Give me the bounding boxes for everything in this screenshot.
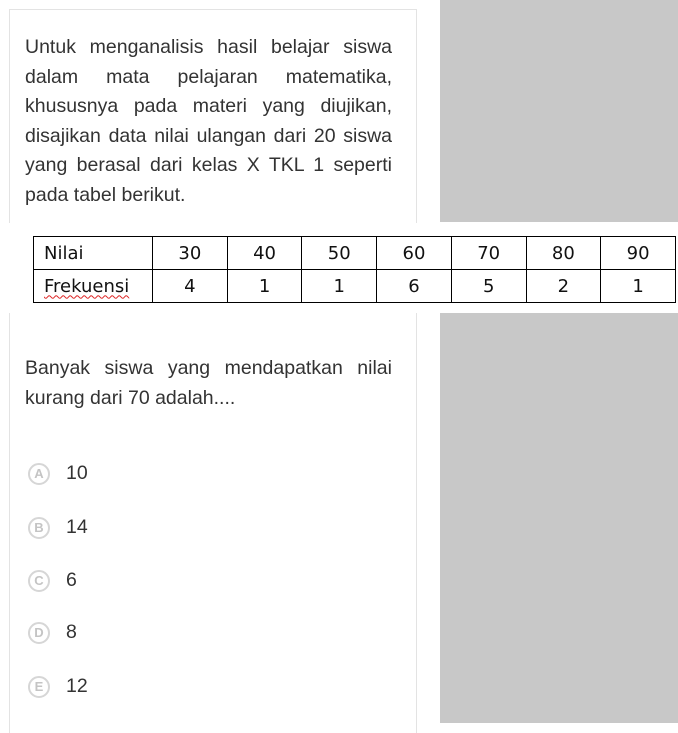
option-letter-badge: C xyxy=(28,570,50,592)
option-label: 8 xyxy=(66,621,77,643)
table-cell-score: 30 xyxy=(153,237,228,270)
option-c[interactable] xyxy=(28,569,77,592)
option-label: 10 xyxy=(66,462,88,484)
question-prompt: Banyak siswa yang mendapatkan nilai kurang dari 70 adalah.... xyxy=(25,357,392,409)
side-panel-bottom xyxy=(440,313,678,723)
table-cell-score: 80 xyxy=(526,237,601,270)
question-intro: Untuk menganalisis hasil belajar siswa dalam mata pelajaran matematika, khususnya pada materi yang diujikan, disajikan data nilai ulangan dari 20 siswa yang berasal dari kelas X TKL 1 seperti pada tabel berikut. xyxy=(25,36,392,206)
table-cell-score: 90 xyxy=(601,237,676,270)
option-e[interactable] xyxy=(28,675,88,698)
table-header-frekuensi xyxy=(34,270,153,303)
table-cell-score: 40 xyxy=(227,237,302,270)
table-cell-frequency: 1 xyxy=(227,270,302,303)
option-letter-badge: E xyxy=(28,676,50,698)
table-cell-score: 70 xyxy=(451,237,526,270)
option-letter-badge: A xyxy=(28,463,50,485)
table-header-nilai: Nilai xyxy=(34,237,153,270)
table-cell-frequency: 6 xyxy=(377,270,452,303)
option-d[interactable] xyxy=(28,621,77,644)
option-letter-badge: D xyxy=(28,622,50,644)
frekuensi-label: Frekuensi xyxy=(44,275,130,297)
side-panel-top xyxy=(440,0,678,222)
option-b[interactable] xyxy=(28,516,88,539)
option-letter-badge: B xyxy=(28,517,50,539)
table-cell-frequency: 4 xyxy=(153,270,228,303)
table-cell-score: 50 xyxy=(302,237,377,270)
table-cell-score: 60 xyxy=(377,237,452,270)
table-cell-frequency: 1 xyxy=(601,270,676,303)
option-label: 6 xyxy=(66,569,77,591)
score-frequency-table xyxy=(33,236,676,303)
option-a[interactable] xyxy=(28,462,88,485)
table-row-frequencies xyxy=(34,270,676,303)
option-label: 14 xyxy=(66,516,88,538)
option-label: 12 xyxy=(66,675,88,697)
table-cell-frequency: 2 xyxy=(526,270,601,303)
table-cell-frequency: 5 xyxy=(451,270,526,303)
table-cell-frequency: 1 xyxy=(302,270,377,303)
table-row-scores xyxy=(34,237,676,270)
